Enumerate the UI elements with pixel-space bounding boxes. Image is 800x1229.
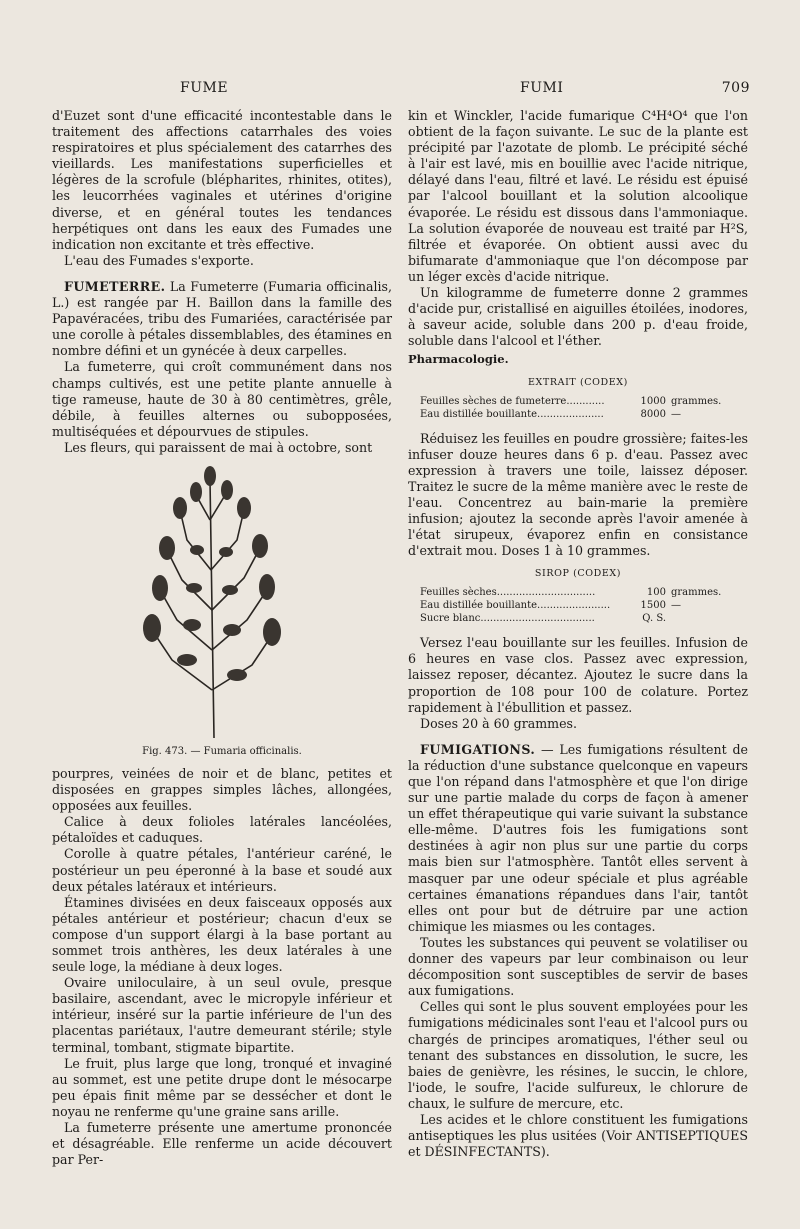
paragraph: pourpres, veinées de noir et de blanc, petites et disposées en grappes simples lâches, allongées, opposées aux feuilles. xyxy=(52,765,392,814)
recipe-title: SIROP (CODEX) xyxy=(534,568,622,580)
paragraph: Réduisez les feuilles en poudre grossière; faites-les infuser douze heures dans 6 p. d'eau. Passez avec expression à travers une toile, laissez déposer. Traitez le sucre de la même manière avec le reste de l'eau. Concentrez au bain-marie la première infusion; ajoutez la seconde après l'avoir amenée à l'état sirupeux, évaporez enfin en consistance d'extrait mou. Doses 1 à 10 grammes. xyxy=(408,430,748,559)
recipe-quantity: 1000 xyxy=(640,395,666,407)
figure-caption: Fig. 473. — Fumaria officinalis. xyxy=(142,745,302,757)
paragraph: Celles qui sont le plus souvent employées pour les fumigations médicinales sont l'eau et l'alcool purs ou chargés de principes aromatiques, l'éther seul ou tenant des substances en dissolution, le sucre, les baies de genièvre, les résines, le succin, le chlore, l'iode, le soufre, l'acide sulfureux, le chlorure de chaux, le sulfure de mercure, etc. xyxy=(408,999,748,1111)
paragraph: La fumeterre présente une amertume prononcée et désagréable. Elle renferme un acide découvert par Per- xyxy=(52,1120,392,1168)
entry-fumigations xyxy=(408,742,748,935)
running-header-left: FUME xyxy=(180,80,229,96)
paragraph: L'eau des Fumades s'exporte. xyxy=(64,252,254,268)
running-header-right: FUMI xyxy=(520,80,564,96)
recipe-ingredient: Eau distillée bouillante..................... xyxy=(420,408,604,420)
recipe-ingredient: Feuilles sèches de fumeterre............ xyxy=(420,395,605,407)
paragraph: Les fleurs, qui paraissent de mai à octobre, sont xyxy=(64,439,373,455)
right-column xyxy=(408,108,748,1160)
recipe-sirop xyxy=(408,567,748,625)
entry-headword: FUMIGATIONS. xyxy=(420,741,536,757)
paragraph: Le fruit, plus large que long, tronqué et invaginé au sommet, est une petite drupe dont le mésocarpe peu épais finit même par se dessécher et dont le noyau ne renferme qu'une graine sans arille. xyxy=(52,1055,392,1119)
recipe-quantity: 8000 xyxy=(640,408,666,420)
recipe-ingredient: Sucre blanc.................................... xyxy=(420,613,595,625)
paragraph: Toutes les substances qui peuvent se volatiliser ou donner des vapeurs par leur combinaison ou leur décomposition sont susceptibles de servir de bases aux fumigations. xyxy=(408,934,748,999)
recipe-row xyxy=(408,612,748,625)
recipe-extrait xyxy=(408,376,748,421)
paragraph: Versez l'eau bouillante sur les feuilles. Infusion de 6 heures en vase clos. Passez avec expression, laissez reposer, décantez. Ajoutez le sucre dans la proportion de 108 pour 100 de colature. Portez rapidement à l'ébullition et passez. xyxy=(408,635,748,715)
paragraph: Corolle à quatre pétales, l'antérieur caréné, le postérieur un peu éperonné à la base et soudé aux deux pétales latéraux et intérieurs. xyxy=(52,846,392,894)
recipe-ingredient: Eau distillée bouillante....................... xyxy=(420,600,611,612)
paragraph: kin et Winckler, l'acide fumarique C⁴H⁴O⁴ que l'on obtient de la façon suivante. Le suc de la plante est précipité par l'azotate de plomb. Le précipité séché à l'air est lavé, mis en bouillie avec l'acide nitrique, délayé dans l'eau, filtré et lavé. Le résidu est épuisé par l'alcool bouillant et la solution alcoolique évaporée. Le résidu est dissous dans l'ammoniaque. La solution évaporée de nouveau est traité par H²S, filtrée et évaporée. On obtient aussi avec du bifumarate d'ammoniaque que l'on décompose par un léger excès d'acide nitrique. xyxy=(408,108,748,284)
recipe-unit: — xyxy=(671,600,681,612)
paragraph: Étamines divisées en deux faisceaux opposés aux pétales antérieur et postérieur; chacun d'eux se compose d'un support élargi à la base portant au sommet trois anthères, les deux latérales à une seule loge, la médiane à deux loges. xyxy=(52,894,392,975)
recipe-unit: grammes. xyxy=(671,587,722,599)
recipe-unit: grammes. xyxy=(671,395,722,407)
section-heading-pharmacologie: Pharmacologie. xyxy=(408,352,509,367)
recipe-ingredient: Feuilles sèches............................... xyxy=(420,587,596,599)
paragraph: La fumeterre, qui croît communément dans nos champs cultivés, est une petite plante annuelle à tige rameuse, haute de 30 à 80 centimètres, grêle, débile, à feuilles alternes ou subopposées, multiséquées et dépourvues de stipules. xyxy=(52,359,392,439)
paragraph: Ovaire uniloculaire, à un seul ovule, presque basilaire, ascendant, avec le micropyle inférieur et intérieur, inséré sur la partie inférieure de l'un des placentas pariétaux, l'autre demeurant stérile; style terminal, tombant, stigmate bipartite. xyxy=(52,975,392,1055)
recipe-quantity: 1500 xyxy=(640,600,666,612)
paragraph: d'Euzet sont d'une efficacité incontestable dans le traitement des affections catarrhales des voies respiratoires et plus spécialement des catarrhes des vieillards. Les manifestations superficielles et légères de la scrofule (blépharites, rhinites, otites), les leucorrhées vaginales et utérines d'origine diverse, et en général toutes les tendances herpétiques ont dans les eaux des Fumades une indication non excitante et très effective. xyxy=(52,108,392,252)
page-number: 709 xyxy=(721,80,750,96)
paragraph: Un kilogramme de fumeterre donne 2 grammes d'acide pur, cristallisé en aiguilles étoilées, inodores, à saveur acide, soluble dans 200 p. d'eau froide, soluble dans l'alcool et l'éther. xyxy=(408,285,748,349)
paragraph: Calice à deux folioles latérales lancéolées, pétaloïdes et caduques. xyxy=(52,814,392,846)
recipe-unit xyxy=(666,612,671,625)
recipe-row xyxy=(408,408,748,421)
entry-text: La Fumeterre (Fumaria officinalis, L.) est rangée par H. Baillon dans la famille des Papavéracées, tribu des Fumariées, caractérisée par une corolle à pétales dissemblables, des étamines en nombre défini et un gynécée à deux carpelles. xyxy=(52,278,392,359)
paragraph: Les acides et le chlore constituent les fumigations antiseptiques les plus usitées (Voir ANTISEPTIQUES et DÉSINFECTANTS). xyxy=(408,1111,748,1160)
recipe-title: EXTRAIT (CODEX) xyxy=(528,376,628,388)
left-column xyxy=(52,108,392,1168)
figure-fumaria xyxy=(52,460,392,760)
recipe-quantity: Q. S. xyxy=(642,613,666,625)
entry-text: — Les fumigations résultent de la réduction d'une substance quelconque en vapeurs que l'on répand dans l'atmosphère et que l'on dirige sur une partie malade du corps de façon à amener un effet thérapeutique qui varie suivant la substance elle-même. D'autres fois les fumigations sont destinées à agir non plus sur une partie du corps mais bien sur l'atmosphère. Tantôt elles servent à masquer par une odeur spéciale et plus agréable certaines émanations répandues dans l'air, tantôt elles ont pour but de détruire par une action chimique les miasmes ou les contages. xyxy=(408,741,748,934)
plant-illustration xyxy=(132,460,292,740)
recipe-row xyxy=(408,586,748,599)
recipe-unit: — xyxy=(671,408,681,420)
recipe-row xyxy=(408,599,748,612)
entry-headword: FUMETERRE. xyxy=(64,278,166,294)
paragraph: Doses 20 à 60 grammes. xyxy=(420,715,578,731)
recipe-quantity: 100 xyxy=(646,587,666,599)
entry-fumeterre xyxy=(52,279,392,359)
recipe-row xyxy=(408,395,748,408)
